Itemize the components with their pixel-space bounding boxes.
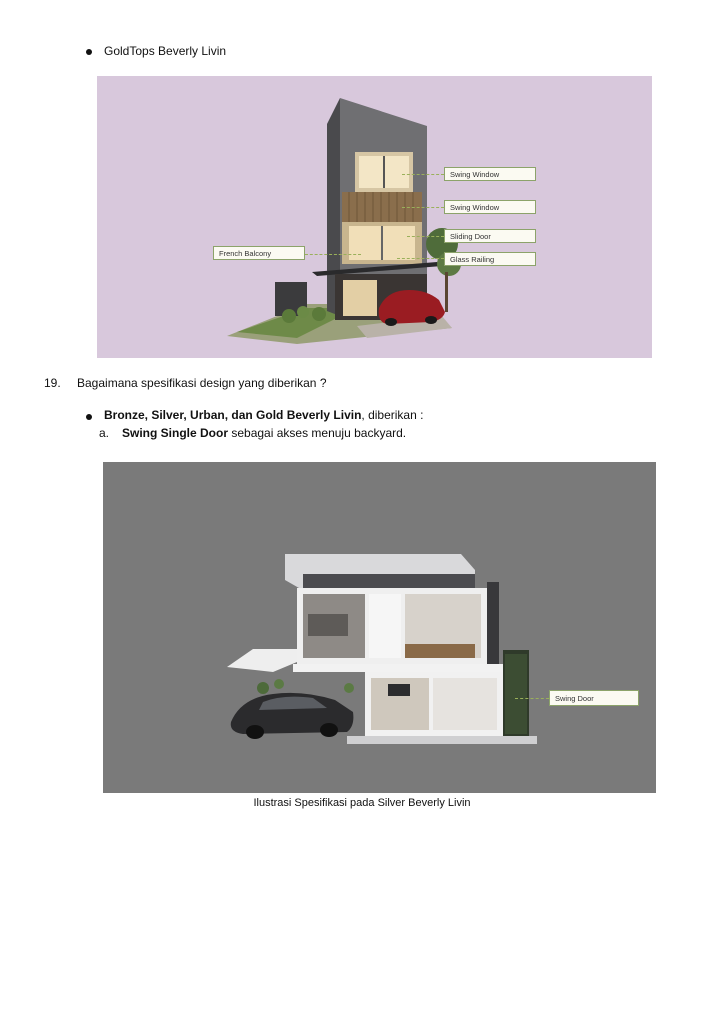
silver-house-cutaway-illustration (103, 462, 656, 793)
leader-line (397, 258, 444, 259)
leader-line (402, 207, 444, 208)
question-number: 19. (44, 376, 61, 390)
leader-line (407, 236, 444, 237)
bullet-dot (86, 49, 92, 55)
label-swing-door: Swing Door (549, 690, 639, 706)
figure-caption: Ilustrasi Spesifikasi pada Silver Beverly Livin (253, 797, 471, 809)
goldtops-house-illustration (97, 76, 652, 358)
leader-line (515, 698, 549, 699)
house-rendering (97, 76, 652, 358)
item-a-text (122, 426, 406, 440)
leader-line (402, 174, 444, 175)
bullet-dot (86, 414, 92, 420)
item-a-rest: sebagai akses menuju backyard. (228, 426, 407, 440)
question-text: Bagaimana spesifikasi design yang diberikan ? (77, 376, 327, 390)
item-a-bold: Swing Single Door (122, 426, 229, 440)
bullet-text-goldtops: GoldTops Beverly Livin (104, 44, 227, 58)
label-swing-window-middle: Swing Window (444, 200, 536, 214)
label-sliding-door: Sliding Door (444, 229, 536, 243)
label-swing-window-top: Swing Window (444, 167, 536, 181)
list-marker-a: a. (99, 426, 110, 440)
leader-line (305, 254, 361, 255)
label-french-balcony: French Balcony (213, 246, 305, 260)
bullet-text-types (104, 408, 423, 422)
bullet-text-types-bold: Bronze, Silver, Urban, dan Gold Beverly Livin (104, 408, 362, 422)
cutaway-rendering (103, 462, 656, 793)
label-glass-railing: Glass Railing (444, 252, 536, 266)
bullet-text-types-rest: , diberikan : (361, 408, 424, 422)
